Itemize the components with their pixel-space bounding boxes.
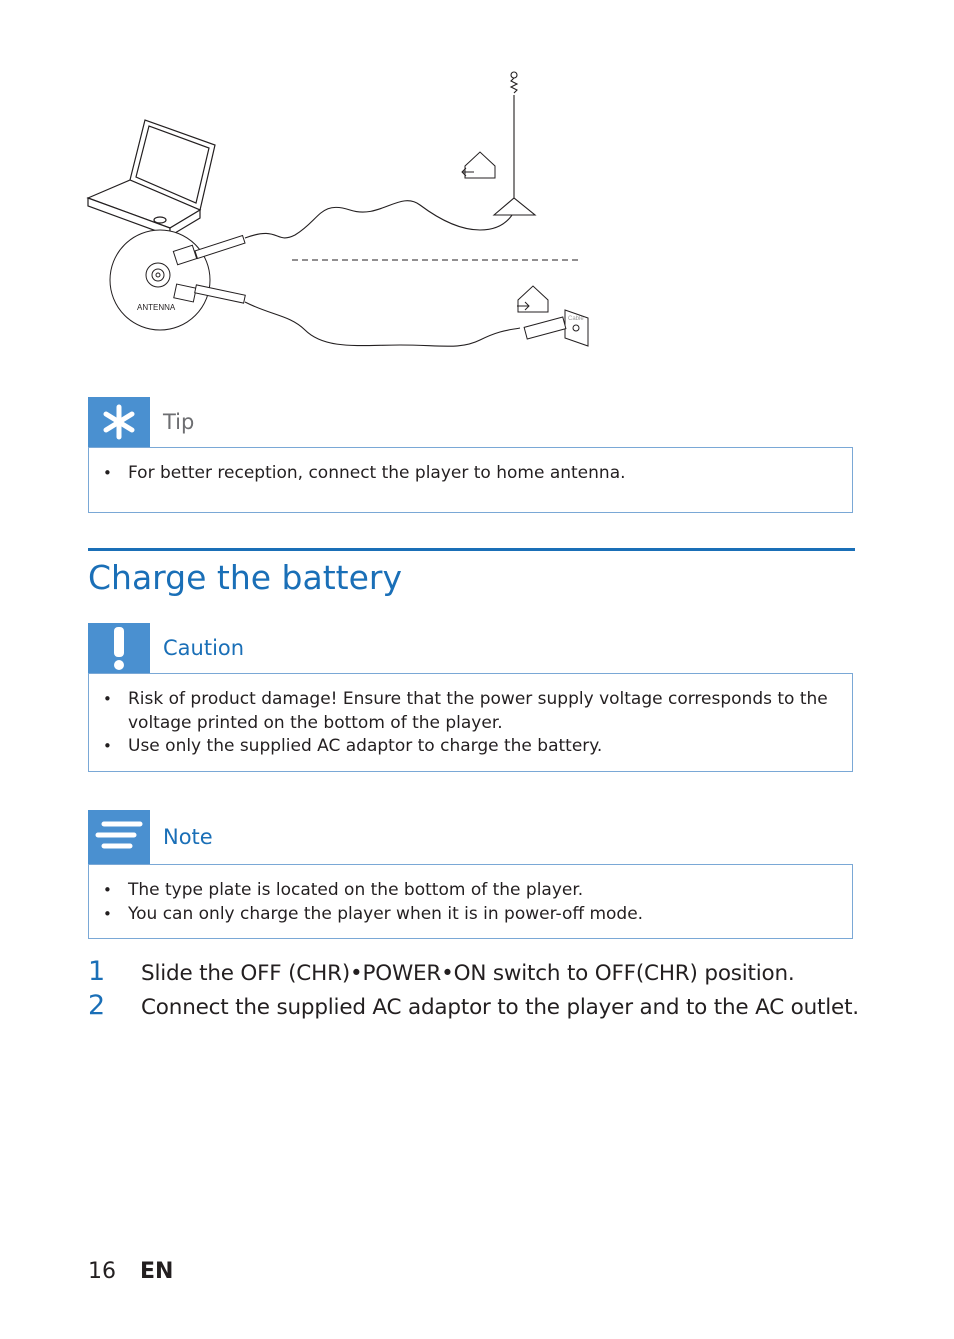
page-number: 16 <box>88 1259 116 1284</box>
asterisk-icon <box>88 397 150 447</box>
tip-box <box>88 447 853 513</box>
caution-title: Caution <box>163 636 245 660</box>
lines-icon <box>88 810 150 864</box>
step-text: Connect the supplied AC adaptor to the player and to the AC outlet. <box>141 995 859 1020</box>
list-item: • For better reception, connect the player to home antenna. <box>89 462 852 486</box>
tip-icon-tab <box>88 397 150 447</box>
page-footer <box>88 1257 173 1287</box>
language-code: EN <box>140 1259 174 1284</box>
page-title: Charge the battery <box>88 558 402 597</box>
antenna-port-closeup <box>110 230 210 330</box>
step-number: 2 <box>88 990 106 1021</box>
antenna-cable <box>245 200 515 238</box>
step-2 <box>88 989 878 1023</box>
caution-list <box>89 688 852 759</box>
wall-cable <box>245 302 520 346</box>
exclamation-icon <box>88 623 150 673</box>
position-label: OFF(CHR) <box>594 961 698 986</box>
list-item: • The type plate is located on the bottom of the player. <box>89 879 852 903</box>
step-text-part: position. <box>697 961 795 986</box>
antenna-image <box>494 72 535 215</box>
caution-box <box>88 673 853 772</box>
note-box <box>88 864 853 939</box>
note-icon-tab <box>88 810 150 864</box>
step-text-part: switch to <box>486 961 595 986</box>
house-icon <box>517 286 548 312</box>
tip-list <box>89 462 852 486</box>
house-icon <box>462 152 495 178</box>
list-item: • Risk of product damage! Ensure that the power supply voltage corresponds to the voltage printed on the bottom of the player. <box>89 688 852 735</box>
list-item: • You can only charge the player when it is in power-off mode. <box>89 903 852 927</box>
step-1 <box>88 955 878 989</box>
antenna-label: ANTENNA <box>137 303 176 312</box>
wall-socket-label: Cable <box>568 316 584 322</box>
caution-icon-tab <box>88 623 150 673</box>
section-rule <box>88 548 855 551</box>
step-text <box>141 957 795 991</box>
step-number: 1 <box>88 956 106 987</box>
antenna-connection-illustration <box>80 60 620 360</box>
list-item: • Use only the supplied AC adaptor to charge the battery. <box>89 735 852 759</box>
step-text-part: Slide the <box>141 961 241 986</box>
note-title: Note <box>163 825 213 849</box>
steps-list <box>88 955 878 1023</box>
switch-label: OFF (CHR)•POWER•ON <box>240 961 487 986</box>
note-list <box>89 879 852 926</box>
portable-dvd-player-image <box>88 120 215 236</box>
tip-title: Tip <box>163 410 195 434</box>
